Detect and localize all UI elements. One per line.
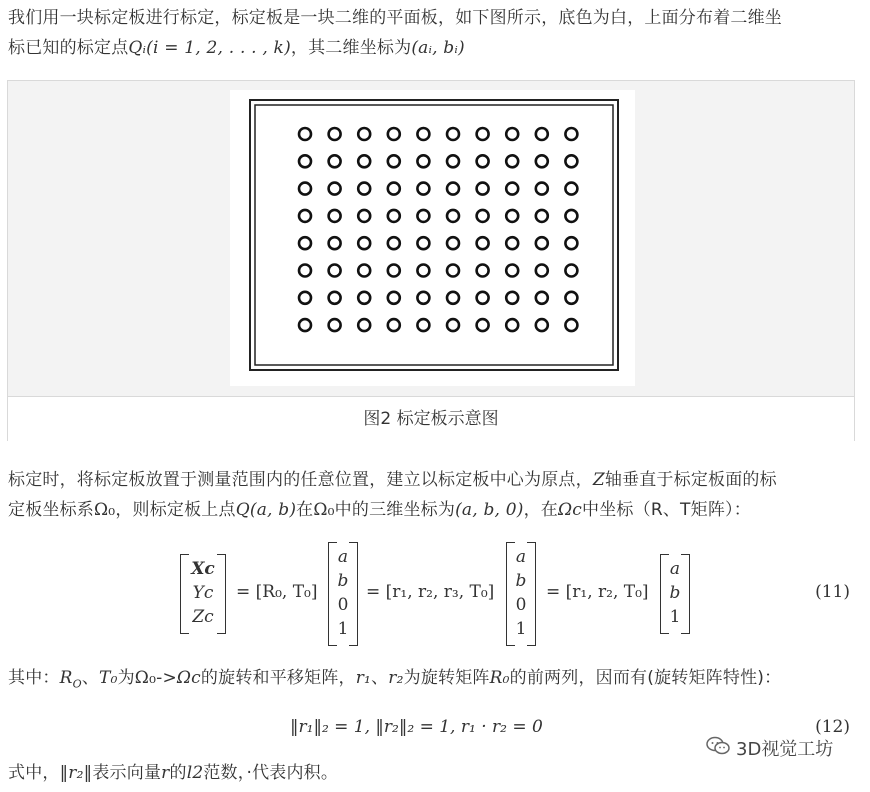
text: 范数，·代表内积。 <box>203 763 339 783</box>
intro-line-1: 我们用一块标定板进行标定，标定板是一块二维的平面板，如下图所示，底色为白，上面分布着二维坐 <box>8 8 782 28</box>
math-ai-bi: (aᵢ, bᵢ) <box>411 38 465 58</box>
eq-term-1: = [R₀, T₀] <box>236 582 318 602</box>
matrix-cell: Yc <box>192 583 214 603</box>
matrix-v3 <box>660 554 690 632</box>
text: ，则标定板上点 <box>115 500 236 520</box>
text: 表示向量 <box>92 763 162 783</box>
intro-line-2 <box>8 33 854 63</box>
matrix-cell: a <box>669 559 681 579</box>
eq-term-3: = [r₁, r₂, T₀] <box>546 582 649 602</box>
math-omegac: Ωc <box>558 500 583 520</box>
matrix-cell: 1 <box>337 619 349 639</box>
text: 的 <box>169 763 187 783</box>
text: 定板坐标系 <box>8 500 94 520</box>
calibration-board-image <box>230 90 635 386</box>
text: 的旋转和平移矩阵， <box>200 668 356 688</box>
math-r1: r₁ <box>355 668 372 688</box>
matrix-cell: 1 <box>515 619 527 639</box>
matrix-cell: b <box>515 571 527 591</box>
eq-term-2: = [r₁, r₂, r₃, T₀] <box>366 582 495 602</box>
math-r2: r₂ <box>388 668 404 688</box>
matrix-cell: b <box>669 583 681 603</box>
intro-text: 标已知的标定点 <box>8 38 129 58</box>
paragraph-3 <box>8 663 854 699</box>
paragraph-2 <box>8 465 854 525</box>
intro-text: ，其二维坐标为 <box>290 38 412 58</box>
text: -> <box>156 668 177 688</box>
math-norm-r2: ‖r₂‖ <box>59 763 93 783</box>
matrix-v2 <box>506 542 536 644</box>
matrix-v1 <box>328 542 358 644</box>
text: 标定时，将标定板放置于测量范围内的任意位置，建立以标定板中心为原点， <box>8 470 593 490</box>
math-omega0: Ω₀ <box>134 668 157 688</box>
math-sub-O: O <box>72 677 82 691</box>
math-Qi: Qᵢ(i = 1, 2, . . . , k) <box>128 38 291 58</box>
matrix-cell: 0 <box>515 595 527 615</box>
matrix-cell: Zc <box>192 607 214 627</box>
math-Z: Z <box>592 470 605 490</box>
matrix-cell: a <box>337 547 349 567</box>
eq12-body: ‖r₁‖₂ = 1, ‖r₂‖₂ = 1, r₁ · r₂ = 0 <box>290 717 543 737</box>
math-omega0: Ω₀ <box>313 500 335 520</box>
text: 、 <box>371 668 389 688</box>
matrix-cell: 1 <box>669 607 681 627</box>
math-l2: l2 <box>186 763 204 783</box>
math-R: R <box>59 668 73 688</box>
figure <box>7 80 855 441</box>
figure-caption: 图2 标定板示意图 <box>8 396 854 441</box>
equation-11 <box>0 540 870 646</box>
text: 式中， <box>8 763 60 783</box>
text: 轴垂直于标定板面的标 <box>604 470 777 490</box>
equation-number-11: (11) <box>815 582 850 602</box>
matrix-lhs <box>180 554 226 632</box>
text: 的前两列，因而有(旋转矩阵特性)： <box>509 668 782 688</box>
math-T0: T₀ <box>99 668 118 688</box>
text: 中坐标（R、T矩阵）： <box>582 500 751 520</box>
math-ab0: (a, b, 0) <box>455 500 524 520</box>
para2-line-2 <box>8 495 854 525</box>
text: ，在 <box>523 500 558 520</box>
para2-line-1 <box>8 465 854 495</box>
matrix-cell: 0 <box>337 595 349 615</box>
text: 为 <box>117 668 135 688</box>
matrix-cell: b <box>337 571 349 591</box>
text: 在 <box>296 500 314 520</box>
paragraph-4 <box>8 758 854 788</box>
math-omegac: Ωc <box>176 668 201 688</box>
calibration-board <box>230 90 635 386</box>
text: 其中： <box>8 668 60 688</box>
text: 中的三维坐标为 <box>334 500 456 520</box>
math-r: r <box>161 763 170 783</box>
matrix-cell: a <box>515 547 527 567</box>
math-R0: R₀ <box>489 668 510 688</box>
wechat-icon <box>706 736 730 761</box>
intro-paragraph <box>8 3 854 63</box>
watermark <box>706 735 833 761</box>
watermark-text: 3D视觉工坊 <box>736 739 834 760</box>
math-Qab: Q(a, b) <box>235 500 297 520</box>
math-omega0: Ω₀ <box>94 500 116 520</box>
equation-number-12: (12) <box>815 717 850 737</box>
text: 为旋转矩阵 <box>403 668 490 688</box>
text: 、 <box>81 668 100 688</box>
matrix-cell: Xc <box>191 559 215 579</box>
